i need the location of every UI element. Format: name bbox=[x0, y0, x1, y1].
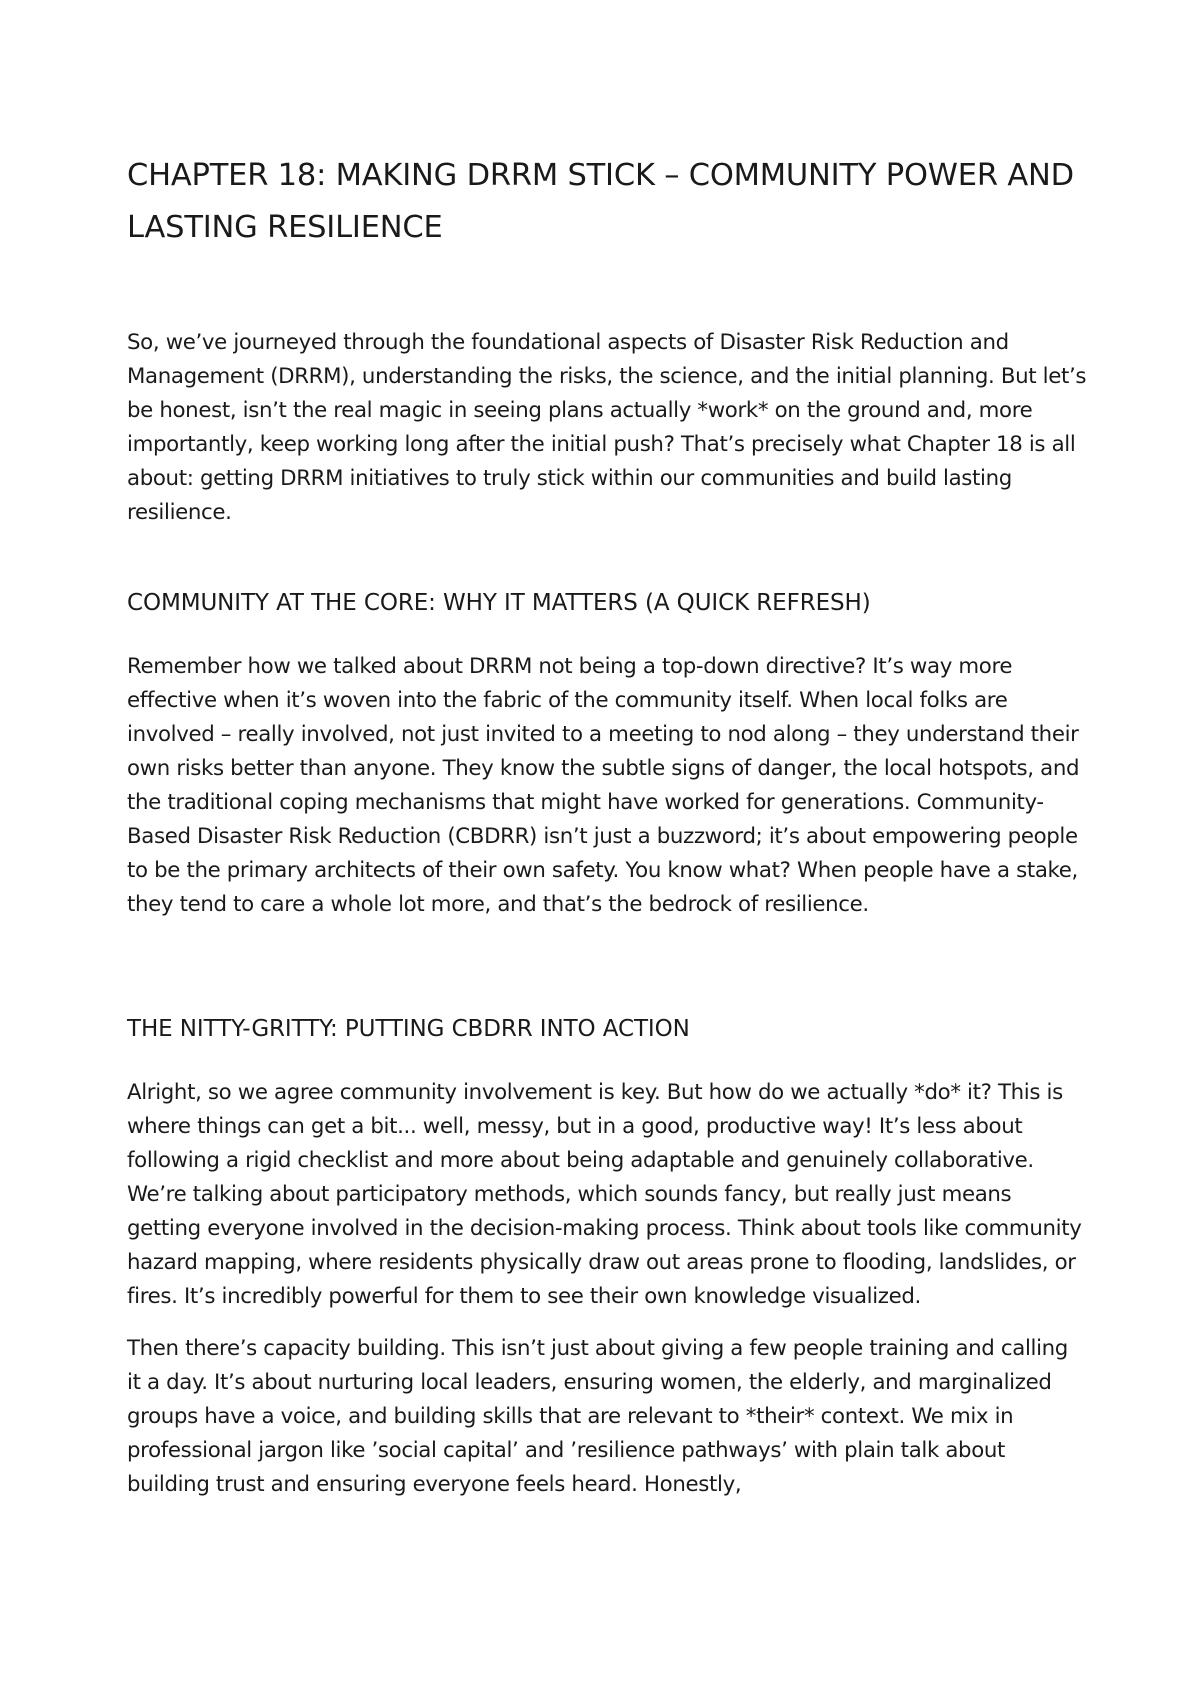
paragraph-community-core: Remember how we talked about DRRM not being a top-down directive? It’s way more effective when it’s woven into the fabric of the community itself. When local folks are involved – really involved, not just invited to a meeting to nod along – they understand their own risks better than anyone. They know the subtle signs of danger, the local hotspots, and the traditional coping mechanisms that might have worked for generations. Community-Based Disaster Risk Reduction (CBDRR) isn’t just a buzzword; it’s about empowering people to be the primary architects of their own safety. You know what? When people have a stake, they tend to care a whole lot more, and that’s the bedrock of resilience. bbox=[127, 654, 1080, 917]
paragraph-cbdrr-action: Alright, so we agree community involvement is key. But how do we actually *do* it? This is where things can get a bit... well, messy, but in a good, productive way! It’s less about following a rigid checklist and more about being adaptable and genuinely collaborative. We’re talking about participatory methods, which sounds fancy, but really just means getting everyone involved in the decision-making process. Think about tools like community hazard mapping, where residents physically draw out areas prone to flooding, landslides, or fires. It’s incredibly powerful for them to see their own knowledge visualized. bbox=[127, 1080, 1082, 1309]
section-heading-community-core: COMMUNITY AT THE CORE: WHY IT MATTERS (A QUICK REFRESH) bbox=[127, 590, 871, 616]
document-page bbox=[127, 150, 1087, 1502]
intro-paragraph: So, we’ve journeyed through the foundational aspects of Disaster Risk Reduction and Management (DRRM), understanding the risks, the science, and the initial planning. But let’s be honest, isn’t the real magic in seeing plans actually *work* on the ground and, more importantly, keep working long after the initial push? That’s precisely what Chapter 18 is all about: getting DRRM initiatives to truly stick within our communities and build lasting resilience. bbox=[127, 330, 1087, 525]
paragraph-capacity-building: Then there’s capacity building. This isn’t just about giving a few people training and calling it a day. It’s about nurturing local leaders, ensuring women, the elderly, and marginalized groups have a voice, and building skills that are relevant to *their* context. We mix in professional jargon like ’social capital’ and ’resilience pathways’ with plain talk about building trust and ensuring everyone feels heard. Honestly, bbox=[127, 1336, 1068, 1497]
section-heading-nitty-gritty: THE NITTY-GRITTY: PUTTING CBDRR INTO ACTION bbox=[127, 1016, 690, 1042]
chapter-title: CHAPTER 18: MAKING DRRM STICK – COMMUNITY POWER AND LASTING RESILIENCE bbox=[127, 158, 1074, 245]
